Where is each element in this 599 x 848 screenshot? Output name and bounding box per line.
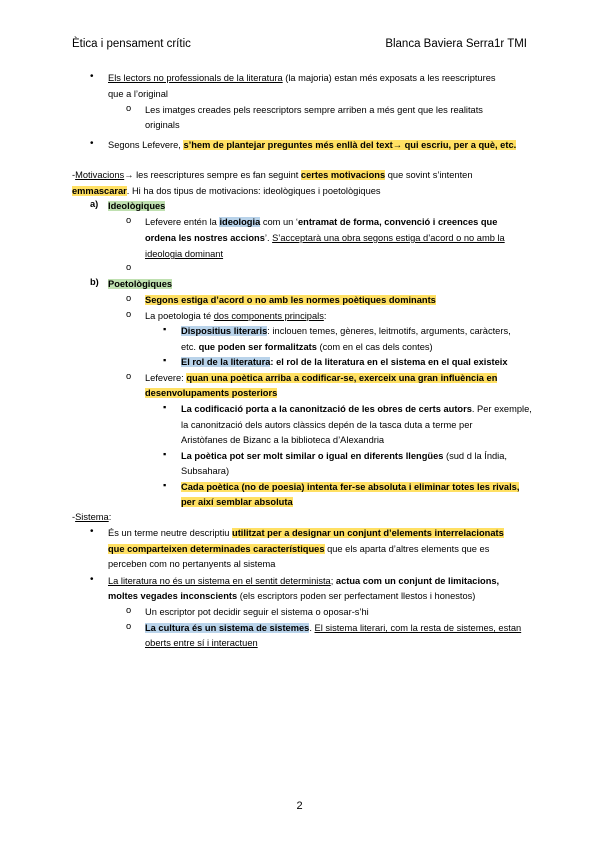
highlight: que comparteixen determinades característiques <box>108 544 325 554</box>
text-run: Lefevere entén la <box>145 217 220 227</box>
header-author: Blanca Baviera Serra1r TMI <box>385 38 527 50</box>
highlight: certes motivacions <box>300 170 386 180</box>
list-item <box>145 309 599 323</box>
circle-marker: o <box>126 103 132 113</box>
text-line <box>145 386 599 400</box>
circle-marker: o <box>126 309 132 319</box>
text-line: que a l’original <box>108 89 168 99</box>
text-run: dos components principals <box>213 311 324 321</box>
list-item <box>181 355 599 369</box>
text-run: etc. <box>181 342 199 352</box>
circle-marker: o <box>126 215 132 225</box>
text-run: : <box>108 512 112 522</box>
text-run: El sistema literari, com la resta de sistemes, estan <box>314 623 522 633</box>
text-run: La literatura no és un sistema en el sentit determinista <box>108 576 331 586</box>
list-item: Les imatges creades pels reescriptors sempre arriben a més gent que les realitats <box>145 105 483 115</box>
text-line <box>145 636 599 650</box>
text-run: actua com un conjunt de limitacions, <box>335 576 500 586</box>
text-run: com un ‘ <box>260 217 298 227</box>
highlight: Poetològiques <box>108 279 173 289</box>
list-item <box>108 71 599 85</box>
highlight: Cada poètica (no de poesia) intenta fer-se absoluta i eliminar totes les rivals, <box>181 482 520 492</box>
text-run: La poètica pot ser molt similar o igual en diferents llengües <box>181 451 444 461</box>
text-run: Lefevere: <box>145 373 187 383</box>
text-run: - <box>72 512 76 522</box>
list-item <box>181 480 599 494</box>
text-run: (com en el cas dels contes) <box>316 342 433 352</box>
text-run: que poden ser formalitzats <box>198 342 317 352</box>
list-item <box>108 526 599 540</box>
highlight: desenvolupaments posteriors <box>145 388 278 398</box>
circle-marker: o <box>126 262 132 272</box>
highlight: s’hem de plantejar preguntes més enllà del text <box>183 140 393 150</box>
text-line: Subsahara) <box>181 466 230 476</box>
text-run: : el rol de la literatura en el sistema en el qual existeix <box>270 357 508 367</box>
section-heading <box>72 168 599 182</box>
header-title: Ètica i pensament crític <box>72 38 191 50</box>
list-item <box>181 449 599 463</box>
list-letter: b) <box>90 277 99 287</box>
text-line: originals <box>145 120 180 130</box>
square-marker: ▪ <box>163 324 167 334</box>
highlight: La cultura és un sistema de sistemes <box>145 623 310 633</box>
text-line <box>181 495 599 509</box>
text-run: La poetologia té <box>145 311 214 321</box>
text-line <box>145 231 599 245</box>
text-run: ; <box>330 576 336 586</box>
text-run: . Hi ha dos tipus de motivacions: ideològiques i poetològiques <box>126 186 381 196</box>
text-run: Segons Lefevere, <box>108 140 184 150</box>
highlight: Dispositius literaris <box>181 326 268 336</box>
text-run: → les reescriptures sempre es fan seguint <box>124 170 301 180</box>
text-line <box>72 184 599 198</box>
list-item <box>108 138 599 152</box>
text-run: que els aparta d’altres elements que es <box>324 544 490 554</box>
square-marker: ▪ <box>163 355 167 365</box>
text-run: (sud d la Índia, <box>443 451 508 461</box>
bullet-marker: • <box>90 574 94 585</box>
text-run: ideologia dominant <box>145 249 224 259</box>
text-run: Els lectors no professionals de la literatura <box>108 73 283 83</box>
highlight: → qui escriu, per a què, etc. <box>392 140 517 150</box>
text-line: perceben com no pertanyents al sistema <box>108 559 276 569</box>
highlight: quan una poètica arriba a codificar-se, exerceix una gran influència en <box>186 373 498 383</box>
square-marker: ▪ <box>163 402 167 412</box>
circle-marker: o <box>126 371 132 381</box>
text-line <box>108 589 599 603</box>
text-run: (la majoria) estan més exposats a les reescriptures <box>282 73 496 83</box>
text-run: La codificació porta a la canonització de les obres de certs autors <box>181 404 472 414</box>
list-item <box>145 293 599 307</box>
list-item <box>145 215 599 229</box>
text-run: - <box>72 170 76 180</box>
square-marker: ▪ <box>163 480 167 490</box>
subheading <box>108 199 599 213</box>
bullet-marker: • <box>90 138 94 149</box>
list-item <box>145 371 599 385</box>
text-line <box>145 247 599 261</box>
text-run: oberts entre sí i interactuen <box>145 638 258 648</box>
circle-marker: o <box>126 605 132 615</box>
list-item <box>108 574 599 588</box>
section-heading <box>72 510 599 524</box>
list-item: Un escriptor pot decidir seguir el sistema o oposar-s’hi <box>145 607 369 617</box>
highlight: emmascarar <box>72 186 127 196</box>
list-item <box>181 402 599 416</box>
bullet-marker: • <box>90 71 94 82</box>
text-run: ordena les nostres accions <box>145 233 265 243</box>
page-number: 2 <box>296 800 303 812</box>
text-run: que sovint s’intenten <box>385 170 473 180</box>
text-line <box>108 542 599 556</box>
list-item <box>181 324 599 338</box>
text-run: ’. <box>264 233 273 243</box>
text-run: entramat de forma, convenció i creences que <box>297 217 498 227</box>
section-title: Motivacions <box>75 170 125 180</box>
text-run: : inclouen temes, gèneres, leitmotifs, arguments, caràcters, <box>267 326 511 336</box>
text-run: : <box>323 311 327 321</box>
list-letter: a) <box>90 199 99 209</box>
text-line <box>181 340 599 354</box>
highlight: utilitzat per a designar un conjunt d’elements interrelacionats <box>232 528 504 538</box>
highlight: per així semblar absoluta <box>181 497 293 507</box>
circle-marker: o <box>126 621 132 631</box>
text-line: Aristòfanes de Bizanc a la biblioteca d’Alexandria <box>181 435 385 445</box>
section-title: Sistema <box>75 512 109 522</box>
highlight: El rol de la literatura <box>181 357 271 367</box>
text-run: S’acceptarà una obra segons estiga d’acord o no amb la <box>272 233 505 243</box>
list-item <box>145 621 599 635</box>
text-run: (els escriptors poden ser perfectament llestos i honestos) <box>237 591 476 601</box>
text-line: la canonització dels autors clàssics depén de la tasca duta a terme per <box>181 420 473 430</box>
highlight: ideologia <box>219 217 261 227</box>
text-run: És un terme neutre descriptiu <box>108 528 233 538</box>
circle-marker: o <box>126 293 132 303</box>
subheading <box>108 277 599 291</box>
text-run: moltes vegades inconscients <box>108 591 238 601</box>
highlight: Ideològiques <box>108 201 166 211</box>
highlight: Segons estiga d’acord o no amb les normes poètiques dominants <box>145 295 436 305</box>
bullet-marker: • <box>90 526 94 537</box>
text-run: . Per exemple, <box>471 404 532 414</box>
text-run: . <box>309 623 315 633</box>
square-marker: ▪ <box>163 449 167 459</box>
